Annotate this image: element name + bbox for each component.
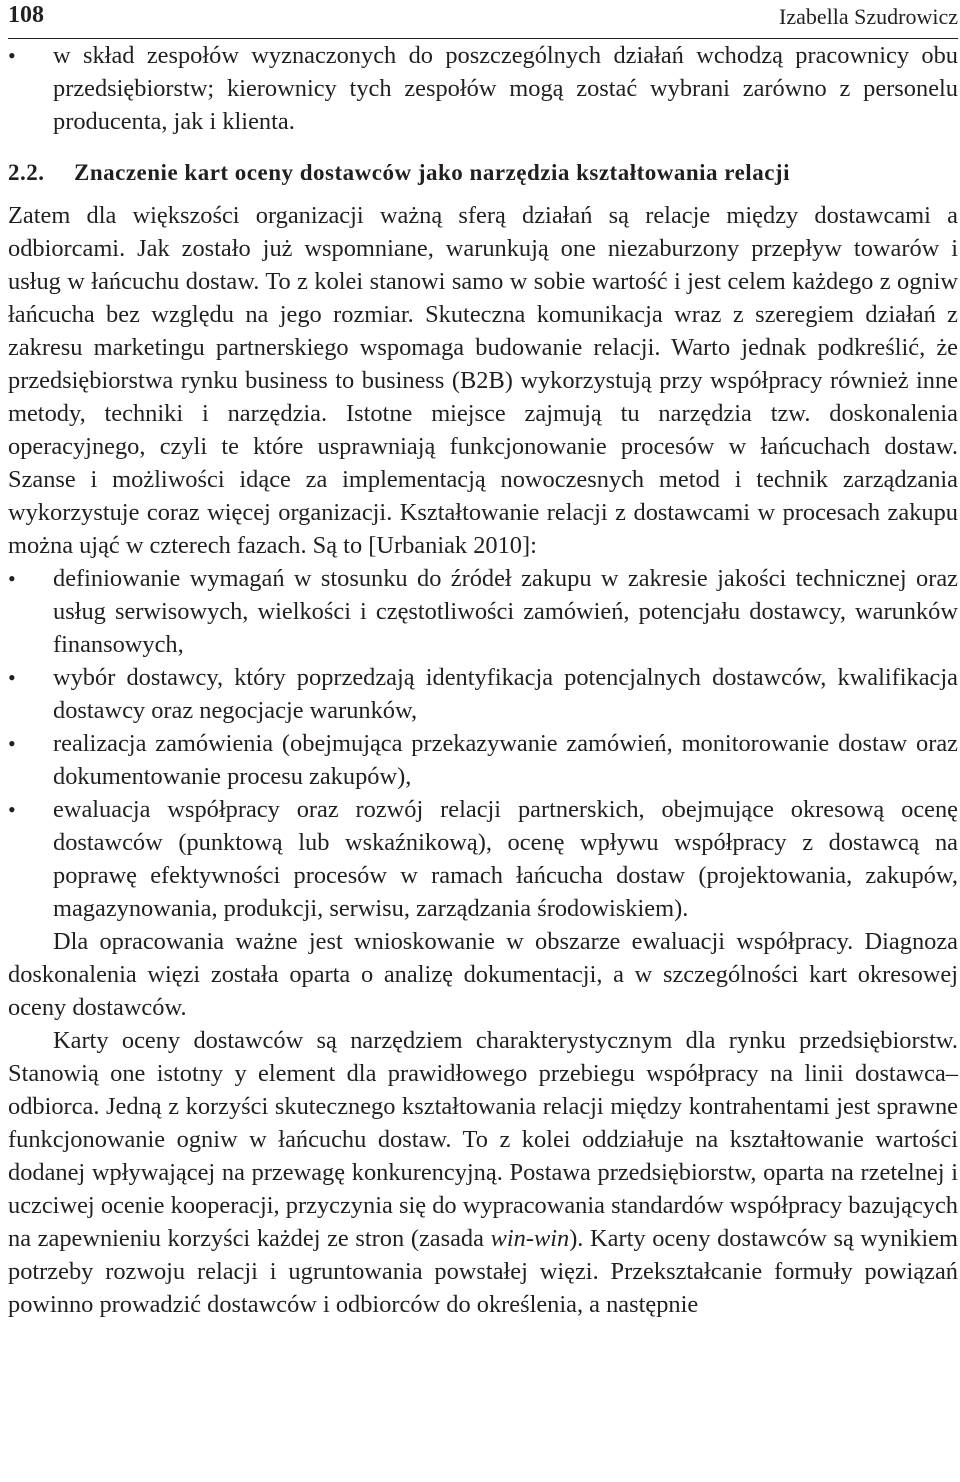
bullet-icon: • [8, 731, 16, 756]
bullet-icon: • [8, 43, 16, 68]
page-number: 108 [8, 2, 44, 28]
document-page [8, 0, 958, 1482]
running-header [8, 0, 958, 39]
paragraph-1: Zatem dla większości organizacji ważną sferą działań są relacje między dostawcami a odbiorcami. Jak zostało już wspomniane, warunkują one niezaburzony przepływ towarów i usług w łańcuchu dostaw. To z kolei stanowi samo w sobie wartość i jest celem każdego z ogniw łańcucha bez względu na jego rozmiar. Skuteczna komunikacja wraz z szeregiem działań z zakresu marketingu partnerskiego wspomaga budowanie relacji. Warto jednak podkreślić, że przedsiębiorstwa rynku business to business (B2B) wykorzystują przy współpracy również inne metody, techniki i narzędzia. Istotne miejsce zajmują tu narzędzia tzw. doskonalenia operacyjnego, czyli te które usprawniają funkcjonowanie procesów w łańcuchach dostaw. Szanse i możliwości idące za implementacją nowoczesnych metod i technik zarządzania wykorzystuje coraz więcej organizacji. Kształtowanie relacji z dostawcami w procesach zakupu można ująć w czterech fazach. Są to [Urbaniak 2010]: [8, 202, 958, 559]
list-item [8, 39, 958, 138]
paragraph-3-text-end: ). Karty oceny dostawców są wynikiem potrzeby rozwoju relacji i ugruntowania powstałej więzi. Przekształcanie formuły powiązań powinno prowadzić dostawców i odbiorców do określenia, a następnie [8, 1225, 958, 1318]
bullet-icon: • [8, 797, 16, 822]
body-text [8, 39, 958, 1321]
section-heading [8, 156, 958, 189]
phases-list [8, 562, 958, 925]
paragraph-3 [8, 1024, 958, 1321]
intro-bullet-list [8, 39, 958, 138]
paragraph-2: Dla opracowania ważne jest wnioskowanie w obszarze ewaluacji współpracy. Diagnoza doskonalenia więzi została oparta o analizę dokumentacji, a w szczególności kart okresowej oceny dostawców. [8, 928, 958, 1021]
running-header-author: Izabella Szudrowicz [779, 4, 958, 29]
list-item [8, 661, 958, 727]
list-item [8, 562, 958, 661]
list-item-text: realizacja zamówienia (obejmująca przekazywanie zamówień, monitorowanie dostaw oraz dokumentowanie procesu zakupów), [53, 730, 958, 790]
list-item [8, 727, 958, 793]
list-item [8, 793, 958, 925]
list-item-text: w skład zespołów wyznaczonych do poszczególnych działań wchodzą pracownicy obu przedsiębiorstw; kierownicy tych zespołów mogą zostać wybrani zarówno z personelu producenta, jak i klienta. [53, 42, 958, 135]
list-item-text: wybór dostawcy, który poprzedzają identyfikacja potencjalnych dostawców, kwalifikacja dostawcy oraz negocjacje warunków, [53, 664, 958, 724]
section-number: 2.2. [8, 160, 45, 185]
paragraph-3-text-start: Karty oceny dostawców są narzędziem charakterystycznym dla rynku przedsiębiorstw. Stanowią one istotny y element dla prawidłowego przebiegu współpracy na linii dostawca–odbiorca. Jedną z korzyści skutecznego kształtowania relacji między kontrahentami jest sprawne funkcjonowanie ogniw w łańcuchu dostaw. To z kolei oddziałuje na kształtowanie wartości dodanej wpływającej na przewagę konkurencyjną. Postawa przedsiębiorstw, oparta na rzetelnej i uczciwej ocenie kooperacji, przyczynia się do wypracowania standardów współpracy bazujących na zapewnieniu korzyści każdej ze stron (zasada [8, 1027, 958, 1252]
bullet-icon: • [8, 566, 16, 591]
list-item-text: ewaluacja współpracy oraz rozwój relacji partnerskich, obejmujące okresową ocenę dostawców (punktową lub wskaźnikową), ocenę wpływu współpracy z dostawcą na poprawę efektywności procesów w ramach łańcucha dostaw (projektowania, zakupów, magazynowania, produkcji, serwisu, zarządzania środowiskiem). [53, 796, 958, 922]
section-title: Znaczenie kart oceny dostawców jako narzędzia kształtowania relacji [74, 160, 790, 185]
paragraph-3-italic-term: win-win [490, 1225, 570, 1252]
bullet-icon: • [8, 665, 16, 690]
list-item-text: definiowanie wymagań w stosunku do źródeł zakupu w zakresie jakości technicznej oraz usług serwisowych, wielkości i częstotliwości zamówień, potencjału dostawcy, warunków finansowych, [53, 565, 958, 658]
